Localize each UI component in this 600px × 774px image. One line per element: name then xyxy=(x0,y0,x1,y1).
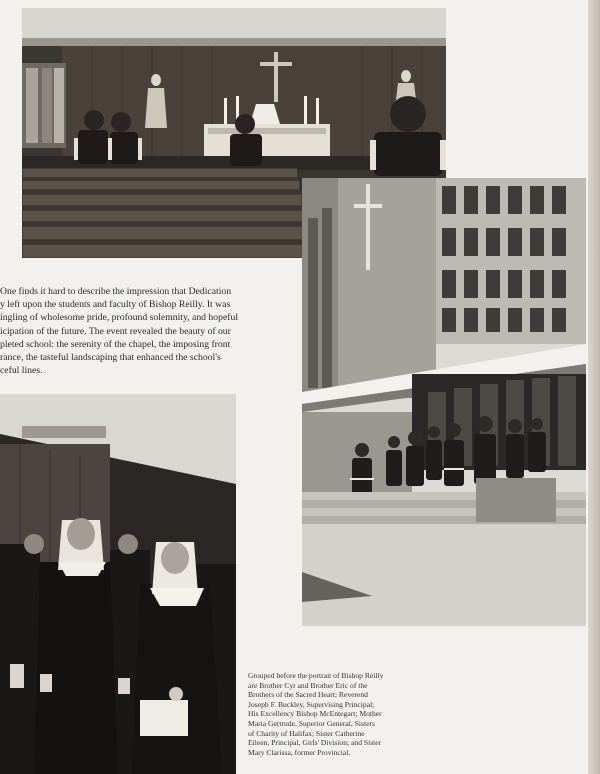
article-line: pleted school: the serenity of the chapel, the imposing front xyxy=(0,338,231,350)
page-gutter xyxy=(588,0,600,774)
sisters-group-photo xyxy=(0,394,236,774)
caption-line: Mary Clarissa, former Provincial. xyxy=(248,747,351,757)
caption-line: of Charity of Halifax; Sister Catherine xyxy=(248,728,365,738)
article-line: y left upon the students and faculty of Bishop Reilly. It was xyxy=(0,299,231,311)
photo-caption xyxy=(248,671,424,757)
article-line: icipation of the future. The event revealed the beauty of our xyxy=(0,325,231,337)
school-exterior-photo xyxy=(302,178,586,626)
caption-line: Eileen, Principal, Girls' Division; and Sister xyxy=(248,738,382,748)
article-text xyxy=(0,285,296,377)
caption-line: Brothers of the Sacred Heart; Reverend xyxy=(248,690,368,700)
caption-line: Maria Gertrude, Superior General, Sisters xyxy=(248,718,375,728)
article-line: ingling of wholesome pride, profound solemnity, and hopeful xyxy=(0,312,239,324)
article-line: ceful lines. xyxy=(0,365,43,377)
article-line: rance, the tasteful landscaping that enhanced the school's xyxy=(0,352,221,364)
caption-line: are Brother Cyr and Brother Eric of the xyxy=(248,680,368,690)
caption-line: His Excellency Bishop McEntegart; Mother xyxy=(248,709,382,719)
caption-line: Grouped before the portrait of Bishop Reilly xyxy=(248,671,384,680)
article-line: One finds it hard to describe the impression that Dedication xyxy=(0,286,232,297)
caption-line: Joseph F. Buckley, Supervising Principal; xyxy=(248,699,375,709)
